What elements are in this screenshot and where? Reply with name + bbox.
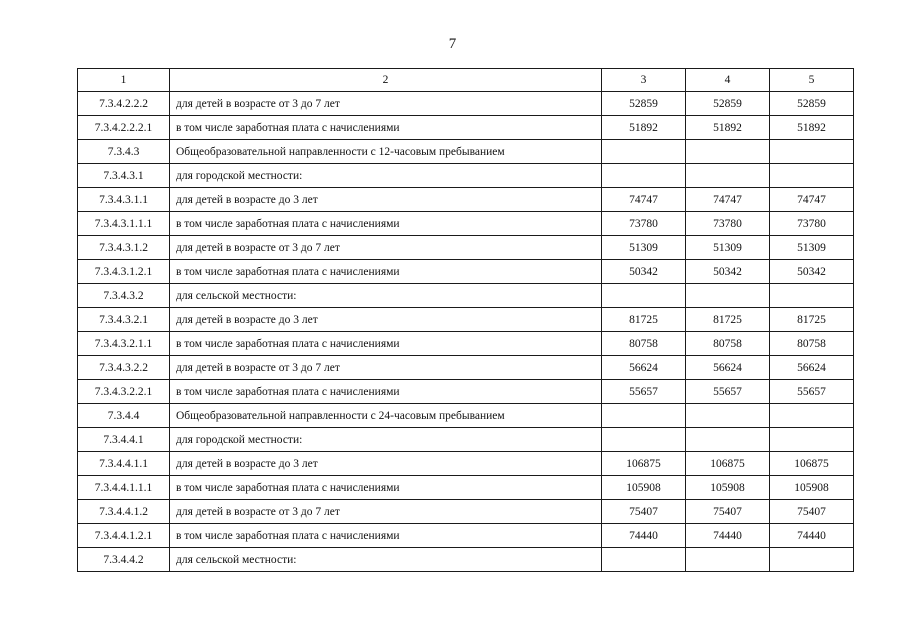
- row-value-col4: [686, 284, 770, 308]
- row-name: в том числе заработная плата с начислениями: [170, 380, 602, 404]
- table-row: [78, 356, 854, 380]
- row-value-col4: 105908: [686, 476, 770, 500]
- row-code: 7.3.4.3.2.2: [78, 356, 170, 380]
- row-value-col5: 50342: [770, 260, 854, 284]
- row-value-col4: [686, 428, 770, 452]
- row-code: 7.3.4.3.1.2: [78, 236, 170, 260]
- row-name: для детей в возрасте от 3 до 7 лет: [170, 236, 602, 260]
- row-value-col5: [770, 284, 854, 308]
- row-value-col4: 74440: [686, 524, 770, 548]
- row-name: для детей в возрасте до 3 лет: [170, 452, 602, 476]
- row-value-col3: 50342: [602, 260, 686, 284]
- row-value-col4: 80758: [686, 332, 770, 356]
- row-code: 7.3.4.3: [78, 140, 170, 164]
- row-value-col5: 73780: [770, 212, 854, 236]
- table-row: [78, 92, 854, 116]
- row-value-col5: [770, 164, 854, 188]
- row-value-col4: [686, 548, 770, 572]
- row-value-col3: 75407: [602, 500, 686, 524]
- row-value-col3: [602, 404, 686, 428]
- row-code: 7.3.4.4.1.2.1: [78, 524, 170, 548]
- row-value-col4: [686, 404, 770, 428]
- row-code: 7.3.4.2.2.2: [78, 92, 170, 116]
- row-value-col4: 81725: [686, 308, 770, 332]
- table-row: [78, 428, 854, 452]
- row-name: для городской местности:: [170, 164, 602, 188]
- table-row: [78, 188, 854, 212]
- table-row: [78, 476, 854, 500]
- column-header-5: 5: [770, 69, 854, 92]
- row-value-col3: 105908: [602, 476, 686, 500]
- row-value-col3: [602, 284, 686, 308]
- table-body: [78, 92, 854, 572]
- row-name: в том числе заработная плата с начислениями: [170, 260, 602, 284]
- table-row: [78, 380, 854, 404]
- row-value-col3: [602, 428, 686, 452]
- row-name: в том числе заработная плата с начислениями: [170, 116, 602, 140]
- table-row: [78, 212, 854, 236]
- row-value-col4: 74747: [686, 188, 770, 212]
- row-value-col3: 51892: [602, 116, 686, 140]
- row-name: для детей в возрасте от 3 до 7 лет: [170, 92, 602, 116]
- row-code: 7.3.4.4.1.1: [78, 452, 170, 476]
- table-row: [78, 452, 854, 476]
- row-code: 7.3.4.3.1.1.1: [78, 212, 170, 236]
- row-value-col5: 51309: [770, 236, 854, 260]
- table-row: [78, 332, 854, 356]
- row-name: для детей в возрасте до 3 лет: [170, 188, 602, 212]
- row-value-col4: 50342: [686, 260, 770, 284]
- row-code: 7.3.4.4.1.2: [78, 500, 170, 524]
- row-code: 7.3.4.2.2.2.1: [78, 116, 170, 140]
- row-value-col4: 51309: [686, 236, 770, 260]
- row-value-col3: 80758: [602, 332, 686, 356]
- table-row: [78, 260, 854, 284]
- row-name: в том числе заработная плата с начислениями: [170, 212, 602, 236]
- row-value-col3: 73780: [602, 212, 686, 236]
- row-name: Общеобразовательной направленности с 12-часовым пребыванием: [170, 140, 602, 164]
- row-code: 7.3.4.3.2: [78, 284, 170, 308]
- row-value-col3: 56624: [602, 356, 686, 380]
- row-value-col5: 55657: [770, 380, 854, 404]
- row-code: 7.3.4.3.1: [78, 164, 170, 188]
- header-row: [78, 69, 854, 92]
- table-row: [78, 404, 854, 428]
- row-value-col4: 73780: [686, 212, 770, 236]
- row-value-col5: [770, 428, 854, 452]
- table-row: [78, 164, 854, 188]
- table-row: [78, 524, 854, 548]
- row-value-col4: 55657: [686, 380, 770, 404]
- row-value-col3: 74440: [602, 524, 686, 548]
- page-number: 7: [448, 36, 457, 52]
- row-code: 7.3.4.4.1: [78, 428, 170, 452]
- row-name: для детей в возрасте от 3 до 7 лет: [170, 500, 602, 524]
- row-code: 7.3.4.3.2.1.1: [78, 332, 170, 356]
- row-code: 7.3.4.3.2.2.1: [78, 380, 170, 404]
- row-value-col3: 81725: [602, 308, 686, 332]
- row-value-col4: [686, 164, 770, 188]
- row-value-col4: [686, 140, 770, 164]
- row-name: в том числе заработная плата с начислениями: [170, 476, 602, 500]
- row-value-col5: 74747: [770, 188, 854, 212]
- tariff-table: [77, 68, 854, 572]
- row-value-col3: [602, 140, 686, 164]
- row-name: для сельской местности:: [170, 548, 602, 572]
- row-value-col3: 51309: [602, 236, 686, 260]
- row-value-col4: 52859: [686, 92, 770, 116]
- row-value-col4: 75407: [686, 500, 770, 524]
- row-value-col5: 51892: [770, 116, 854, 140]
- row-value-col5: [770, 548, 854, 572]
- table-row: [78, 500, 854, 524]
- column-header-2: 2: [170, 69, 602, 92]
- row-value-col4: 51892: [686, 116, 770, 140]
- row-name: в том числе заработная плата с начислениями: [170, 524, 602, 548]
- row-value-col3: 74747: [602, 188, 686, 212]
- row-value-col5: [770, 404, 854, 428]
- row-value-col4: 56624: [686, 356, 770, 380]
- table-row: [78, 116, 854, 140]
- row-value-col5: 52859: [770, 92, 854, 116]
- row-name: для городской местности:: [170, 428, 602, 452]
- row-value-col5: [770, 140, 854, 164]
- row-value-col3: 52859: [602, 92, 686, 116]
- table-row: [78, 284, 854, 308]
- row-value-col5: 56624: [770, 356, 854, 380]
- table-row: [78, 548, 854, 572]
- table-row: [78, 236, 854, 260]
- row-name: для сельской местности:: [170, 284, 602, 308]
- row-name: Общеобразовательной направленности с 24-часовым пребыванием: [170, 404, 602, 428]
- row-value-col5: 80758: [770, 332, 854, 356]
- table-row: [78, 140, 854, 164]
- row-value-col5: 106875: [770, 452, 854, 476]
- column-header-4: 4: [686, 69, 770, 92]
- row-code: 7.3.4.4.1.1.1: [78, 476, 170, 500]
- row-value-col3: 55657: [602, 380, 686, 404]
- row-value-col3: 106875: [602, 452, 686, 476]
- row-code: 7.3.4.3.2.1: [78, 308, 170, 332]
- row-value-col4: 106875: [686, 452, 770, 476]
- row-value-col3: [602, 548, 686, 572]
- table-row: [78, 308, 854, 332]
- row-value-col5: 74440: [770, 524, 854, 548]
- row-code: 7.3.4.3.1.1: [78, 188, 170, 212]
- column-header-3: 3: [602, 69, 686, 92]
- row-name: для детей в возрасте до 3 лет: [170, 308, 602, 332]
- row-value-col5: 105908: [770, 476, 854, 500]
- row-value-col5: 81725: [770, 308, 854, 332]
- row-code: 7.3.4.4.2: [78, 548, 170, 572]
- row-value-col3: [602, 164, 686, 188]
- column-header-1: 1: [78, 69, 170, 92]
- row-value-col5: 75407: [770, 500, 854, 524]
- row-code: 7.3.4.3.1.2.1: [78, 260, 170, 284]
- row-code: 7.3.4.4: [78, 404, 170, 428]
- row-name: в том числе заработная плата с начислениями: [170, 332, 602, 356]
- row-name: для детей в возрасте от 3 до 7 лет: [170, 356, 602, 380]
